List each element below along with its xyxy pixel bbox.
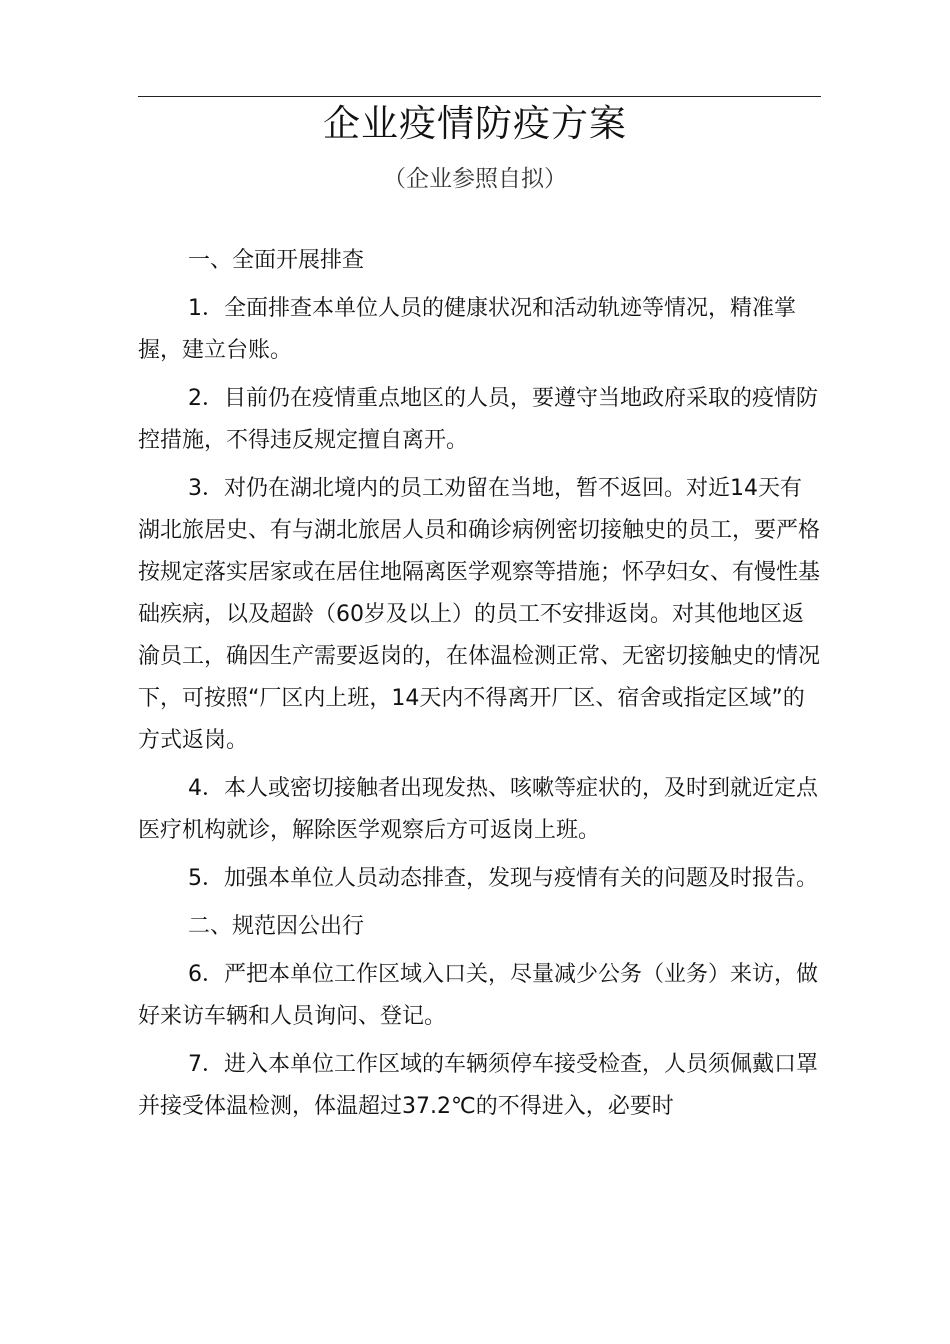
paragraph-3: 3．对仍在湖北境内的员工劝留在当地，暂不返回。对近14天有湖北旅居史、有与湖北旅居人员和确诊病例密切接触史的员工，要严格按规定落实居家或在居住地隔离医学观察等措施；怀孕妇女、有慢性基础疾病，以及超龄（60岁及以上）的员工不安排返岗。对其他地区返渝员工，确因生产需要返岗的，在体温检测正常、无密切接触史的情况下，可按照“厂区内上班，14天内不得离开厂区、宿舍或指定区域”的方式返岗。 xyxy=(138,476,821,753)
paragraph-4: 4．本人或密切接触者出现发热、咳嗽等症状的，及时到就近定点医疗机构就诊，解除医学观察后方可返岗上班。 xyxy=(138,776,818,843)
document-body xyxy=(138,240,822,1134)
paragraph-5: 5．加强本单位人员动态排查，发现与疫情有关的问题及时报告。 xyxy=(188,866,818,891)
document-title: 企业疫情防疫方案 xyxy=(323,102,627,145)
paragraph-1: 1．全面排查本单位人员的健康状况和活动轨迹等情况，精准掌握，建立台账。 xyxy=(138,296,796,363)
header-rule xyxy=(138,96,821,97)
section-heading-1: 一、全面开展排查 xyxy=(188,248,365,273)
paragraph-6: 6．严把本单位工作区域入口关，尽量减少公务（业务）来访，做好来访车辆和人员询问、登记。 xyxy=(138,962,818,1029)
paragraph-7: 7．进入本单位工作区域的车辆须停车接受检查，人员须佩戴口罩并接受体温检测，体温超过37.2℃的不得进入，必要时 xyxy=(138,1052,818,1119)
section-heading-2: 二、规范因公出行 xyxy=(188,914,365,939)
document-subtitle: （企业参照自拟） xyxy=(383,166,567,192)
paragraph-2: 2．目前仍在疫情重点地区的人员，要遵守当地政府采取的疫情防控措施，不得违反规定擅自离开。 xyxy=(138,386,818,453)
